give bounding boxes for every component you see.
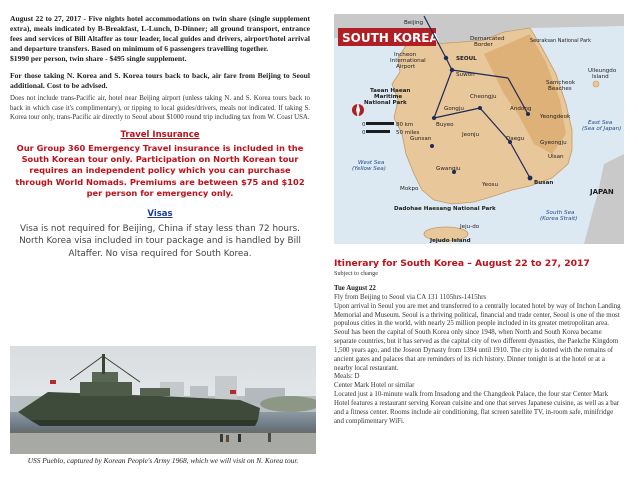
map-label-yellowsea: (Yellow Sea)	[352, 166, 386, 172]
map-label-seoul: SEOUL	[456, 56, 477, 62]
itinerary-subtitle: Subject to change	[334, 270, 378, 277]
scale-zero-km: 0	[362, 122, 366, 128]
map-label-taean: Taean Haean	[370, 88, 411, 94]
map-label-border: Border	[474, 42, 493, 48]
day-description: Upon arrival in Seoul you are met and transferred to a centrally located hotel by way of Inchon Landing Memorial and Museum. Seoul is a thriving political, financial and trade center, Seoul is one of the most populous cities in the world, with nearly 25 million people included in its greater metropolitan area. Seoul has been the capital of South Korea only since 1948, when North and South Korea became separate countries, but it has served as the capital city of two different dynasties, the Paekche Kingdom 1,500 years ago, and the Joseon Dynasty from 1394 until 1910. The city is dotted with the remains of ancient gates and palaces that are reminders of its rich history. Dinner tonight is at the hotel or at a nearby local restaurant.	[334, 302, 621, 372]
flight-info: Fly from Beijing to Seoul via CA 131 1105hrs-1415hrs	[334, 293, 487, 301]
map-label-gongju: Gongju	[444, 106, 464, 112]
map-label-japan: JAPAN	[590, 188, 614, 196]
map-label-airport: Airport	[396, 64, 416, 70]
map-label-jejuisland: Jejudo Island	[430, 238, 471, 244]
scale-km: 80 km	[396, 122, 414, 128]
map-label-southsea: South Sea	[546, 210, 575, 216]
insurance-body: Our Group 360 Emergency Travel insurance is included in the South Korean tour only. Participation on North Korean tour requires an independent policy which you can purchase through World Nomads. Premiums are between $75 and $102 per person for emergency only.	[15, 142, 305, 198]
package-details: August 22 to 27, 2017 - Five nights hotel accommodations on twin share (single supplement extra), meals indicated by B-Breakfast, L-Lunch, D-Dinner; all ground transport, entrance fees and services of Bill Altaffer as tour leader, local guides and drivers, airport/hotel arrival and departure transfers. Based on minimum of 6 passengers travelling together.	[10, 14, 310, 54]
map-label-gunsan: Gunsan	[410, 136, 432, 142]
left-column	[10, 14, 310, 260]
hotel-description: Located just a 10-minute walk from Insadong and the Changdeok Palace, the four star Center Mark Hotel features a restaurant serving Korean cuisine and one that serves Japanese cuisine, as well as a bar and a fitness center. Rooms include air conditioning, flat screen satellite TV, in-room safe, minifridge and complimentary WiFi.	[334, 391, 620, 425]
map-label-straits: (Korea Strait)	[540, 216, 578, 222]
itinerary-body	[334, 285, 624, 427]
map-label-busan: Busan	[534, 180, 554, 186]
map-label-beijing: Beijing	[404, 20, 424, 26]
itinerary-title: Itinerary for South Korea – August 22 to 27, 2017	[334, 258, 590, 269]
hotel-name: Center Mark Hotel or similar	[334, 382, 415, 390]
north-korea-heading: For those taking N. Korea and S. Korea tours back to back, air fare from Beijing to Seoul additional. Cost to be advised.	[10, 71, 310, 91]
ulleungdo-island	[593, 81, 599, 87]
map-label-demarcated: Demarcated	[470, 36, 505, 42]
map-label-gyeongju: Gyeongju	[540, 140, 567, 146]
insurance-title: Travel Insurance	[120, 129, 200, 140]
itinerary-column	[334, 258, 624, 427]
map-label-intl: International	[390, 58, 426, 64]
map-label-yeongdeok: Yeongdeok	[540, 114, 571, 120]
map-label-mokpo: Mokpo	[400, 186, 419, 192]
map-label-eastsea: East Sea	[588, 120, 613, 126]
map-label-beaches: Beaches	[548, 86, 572, 92]
uss-pueblo-photo	[10, 346, 316, 454]
map-label-gwangju: Gwangju	[436, 166, 461, 172]
map-label-ulsan: Ulsan	[548, 154, 564, 160]
visas-body: Visa is not required for Beijing, China if stay less than 72 hours. North Korea visa included in tour package and is handled by Bill Altaffer. No visa required for South Korea.	[19, 224, 301, 259]
scale-zero-mi: 0	[362, 130, 366, 136]
map-label-jejudo: Jeju-do	[460, 224, 480, 230]
map-label-natpark: National Park	[364, 100, 407, 106]
map-label-maritime: Maritime	[374, 94, 403, 100]
map-label-seoraksan: Seoraksan National Park	[530, 38, 591, 44]
map-label-daegu: Daegu	[506, 136, 525, 142]
map-label-buyeo: Buyeo	[436, 122, 454, 128]
south-korea-map	[334, 14, 624, 244]
map-label-dadohae: Dadohae Haesang National Park	[394, 206, 496, 212]
day-title: Tue August 22	[334, 285, 376, 292]
map-label-island: Island	[592, 74, 609, 80]
map-label-suwon: Suwon	[456, 72, 475, 78]
map-label-yeosu: Yeosu	[482, 182, 498, 188]
map-label-westsea: West Sea	[358, 160, 385, 166]
photo-caption: USS Pueblo, captured by Korean People's Army 1968, which we will visit on N. Korea tour.	[27, 456, 299, 465]
visas-title: Visas	[147, 209, 173, 219]
north-korea-body: Does not include trans-Pacific air, hotel near Beijing airport (unless taking N. and S. Korea tours back to back in which case it's complimentary), or tipping to local guides/drivers, meals not indicated. If taking S. Korea tour only, trans-Pacific air directly to Seoul about $1000 round trip including tax from W. Coast USA.	[10, 95, 310, 121]
map-title: SOUTH KOREA	[342, 31, 439, 45]
map-label-ulleungdo: Ulleungdo	[588, 68, 617, 74]
map-label-samcheok: Samcheok	[546, 80, 576, 86]
package-price: $1990 per person, twin share - $495 single supplement.	[10, 54, 187, 64]
map-label-cheongju: Cheongju	[470, 94, 497, 100]
scale-mi: 50 miles	[396, 130, 420, 136]
map-label-andong: Andong	[510, 106, 532, 112]
meals-info: Meals: D	[334, 373, 360, 381]
map-label-seaofjapan: (Sea of Japan)	[582, 126, 622, 132]
map-label-jeonju: Jeonju	[462, 132, 480, 138]
map-label-incheon: Incheon	[394, 52, 417, 58]
